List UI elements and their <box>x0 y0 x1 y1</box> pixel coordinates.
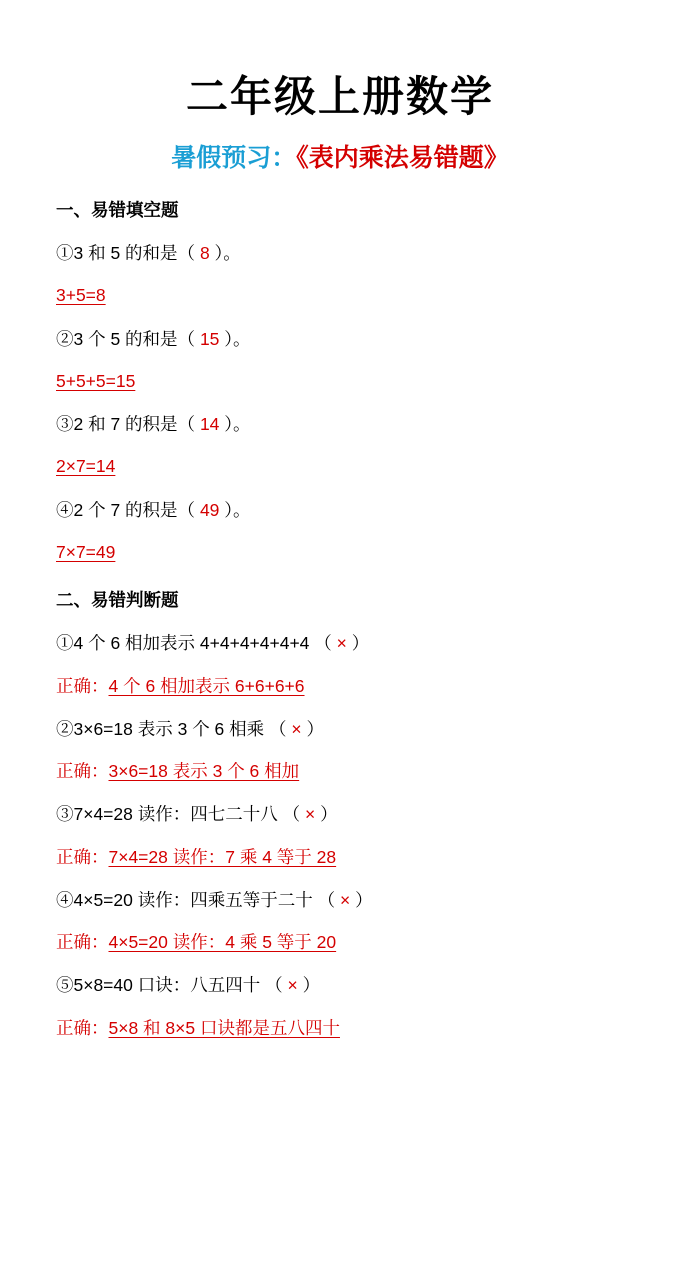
question-line <box>56 630 624 656</box>
question-text: ③2 和 7 的积是（ <box>56 414 196 435</box>
question-text: ①4 个 6 相加表示 4+4+4+4+4+4 （ <box>56 633 332 654</box>
question-text-end: ）。 <box>224 499 251 520</box>
solution-label: 正确： <box>56 675 109 696</box>
question-text: ①3 和 5 的和是（ <box>56 243 196 264</box>
question-answer: × <box>287 975 298 996</box>
question-answer: × <box>339 889 351 910</box>
solution-line <box>56 844 624 870</box>
solution-text: 3×6=18 表示 3 个 6 相加 <box>108 761 300 782</box>
worksheet-page <box>0 72 680 1281</box>
section-heading-2: 二、易错判断题 <box>56 590 179 611</box>
question-text-end: ）。 <box>224 328 251 349</box>
solution-line <box>56 539 624 565</box>
question-answer: 8 <box>199 243 210 264</box>
question-text: ⑤5×8=40 口诀：八五四十 （ <box>56 975 283 996</box>
question-answer: 15 <box>199 328 220 349</box>
solution-label: 正确： <box>56 761 109 782</box>
solution-line <box>56 368 624 394</box>
section-heading-1: 一、易错填空题 <box>56 199 179 220</box>
solution-line <box>56 673 624 699</box>
question-text-end: ） <box>306 718 324 739</box>
question-text-end: ） <box>320 804 338 825</box>
solution-line <box>56 1015 624 1041</box>
question-line <box>56 411 624 437</box>
question-text: ④2 个 7 的积是（ <box>56 499 196 520</box>
question-line <box>56 326 624 352</box>
question-answer: × <box>336 633 347 654</box>
question-text: ③7×4=28 读作：四七二十八 （ <box>56 804 301 825</box>
question-line <box>56 716 624 742</box>
question-line <box>56 497 624 523</box>
subtitle-prefix: 暑假预习： <box>171 144 297 173</box>
solution-text: 5+5+5=15 <box>56 370 136 391</box>
solution-label: 正确： <box>56 1017 109 1038</box>
question-text-end: ） <box>302 975 321 996</box>
solution-text: 7×7=49 <box>56 541 116 562</box>
question-line <box>56 801 624 827</box>
question-answer: 14 <box>199 414 220 435</box>
question-answer: × <box>304 804 316 825</box>
question-text: ②3 个 5 的和是（ <box>56 328 196 349</box>
question-line <box>56 972 624 998</box>
solution-text: 4 个 6 相加表示 6+6+6+6 <box>108 675 305 696</box>
solution-label: 正确： <box>56 846 109 867</box>
solution-text: 7×4=28 读作：7 乘 4 等于 28 <box>108 846 337 867</box>
question-text: ②3×6=18 表示 3 个 6 相乘 （ <box>56 718 287 739</box>
page-subtitle <box>56 142 624 175</box>
question-answer: 49 <box>199 499 220 520</box>
question-text-end: ）。 <box>214 243 241 264</box>
question-text: ④4×5=20 读作：四乘五等于二十 （ <box>56 889 336 910</box>
solution-text: 5×8 和 8×5 口诀都是五八四十 <box>108 1017 340 1038</box>
solution-line <box>56 758 624 784</box>
solution-text: 3+5=8 <box>56 285 106 306</box>
solution-line <box>56 453 624 479</box>
question-text-end: ） <box>355 889 373 910</box>
question-text-end: ） <box>351 633 370 654</box>
solution-label: 正确： <box>56 932 109 953</box>
question-line <box>56 240 624 266</box>
solution-text: 2×7=14 <box>56 456 116 477</box>
question-answer: × <box>291 718 302 739</box>
subtitle-main: 《表内乘法易错题》 <box>296 144 509 173</box>
solution-line <box>56 929 624 955</box>
solution-text: 4×5=20 读作：4 乘 5 等于 20 <box>108 932 337 953</box>
question-line <box>56 887 624 913</box>
question-text-end: ）。 <box>224 414 251 435</box>
solution-line <box>56 282 624 308</box>
page-title: 二年级上册数学 <box>185 73 494 120</box>
